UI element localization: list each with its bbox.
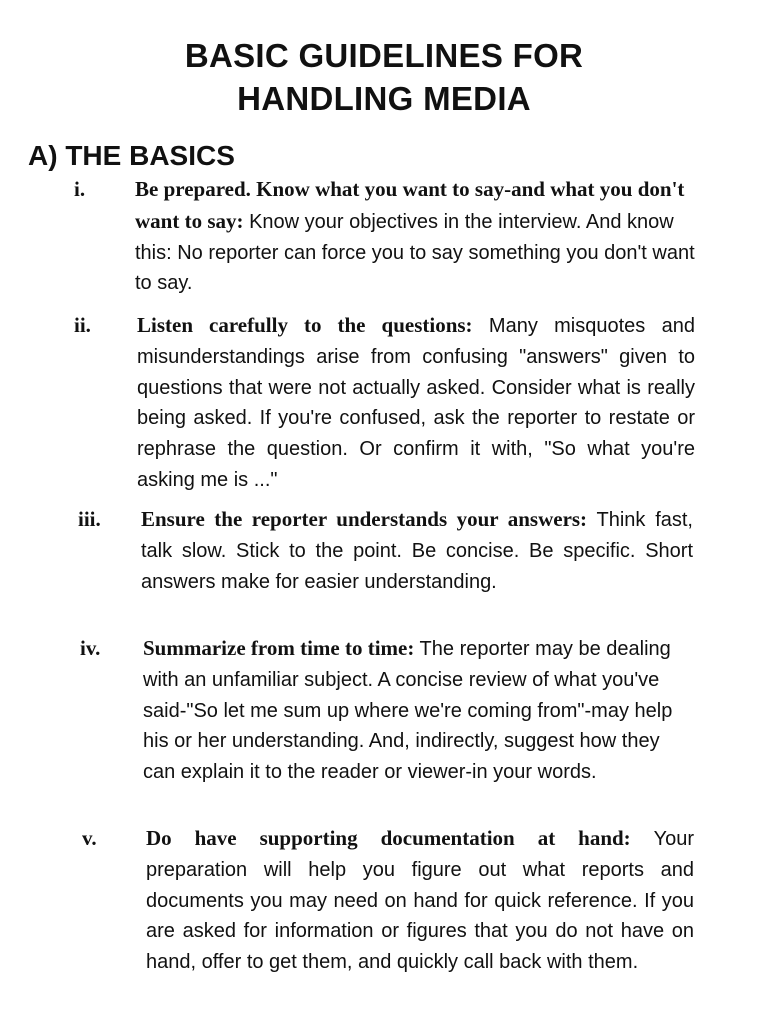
item-numeral: ii. — [74, 313, 91, 337]
item-numeral: iv. — [80, 636, 101, 660]
item-text: Know your objectives in the interview. And know this: No reporter can force you to say something you don't want to say. — [135, 210, 695, 295]
page-title — [0, 34, 768, 120]
item-lead: Do have supporting documentation at hand: — [146, 826, 631, 850]
item-text: Your preparation will help you figure out what reports and documents you may need on hand for quick reference. If you are asked for information or figures that you do not have on hand, offer to get them, and quickly call back with them. — [146, 828, 694, 974]
section-heading: A) THE BASICS — [28, 140, 235, 171]
item-text: Many misquotes and misunderstandings arise from confusing "answers" given to questions that were not actually asked. Consider what is really being asked. If you're confused, ask the reporter to restate or rephrase the question. Or confirm it with, "So what you're asking me is ..." — [137, 315, 696, 491]
item-lead: Be prepared. Know what you want to say-and what you don't want to say: — [135, 177, 685, 233]
item-numeral: i. — [74, 177, 86, 201]
page-title-line-2: HANDLING MEDIA — [237, 80, 531, 117]
page-title-line-1: BASIC GUIDELINES FOR — [184, 37, 584, 74]
item-text: The reporter may be dealing with an unfamiliar subject. A concise review of what you've said-"So let me sum up where we're coming from"-may help his or her understanding. And, indirectly, suggest how they can explain it to the reader or viewer-in your words. — [143, 638, 673, 784]
list-item — [143, 633, 695, 788]
list-item — [141, 504, 693, 597]
item-text: Think fast, talk slow. Stick to the point. Be concise. Be specific. Short answers make for easier understanding. — [141, 509, 693, 593]
item-lead: Ensure the reporter understands your answers: — [141, 507, 588, 531]
list-item — [137, 310, 695, 496]
item-numeral: v. — [82, 826, 97, 850]
item-lead: Listen carefully to the questions: — [137, 313, 473, 337]
item-lead: Summarize from time to time: — [143, 636, 415, 660]
list-item — [146, 823, 694, 978]
item-numeral: iii. — [78, 507, 101, 531]
list-item — [135, 174, 695, 299]
